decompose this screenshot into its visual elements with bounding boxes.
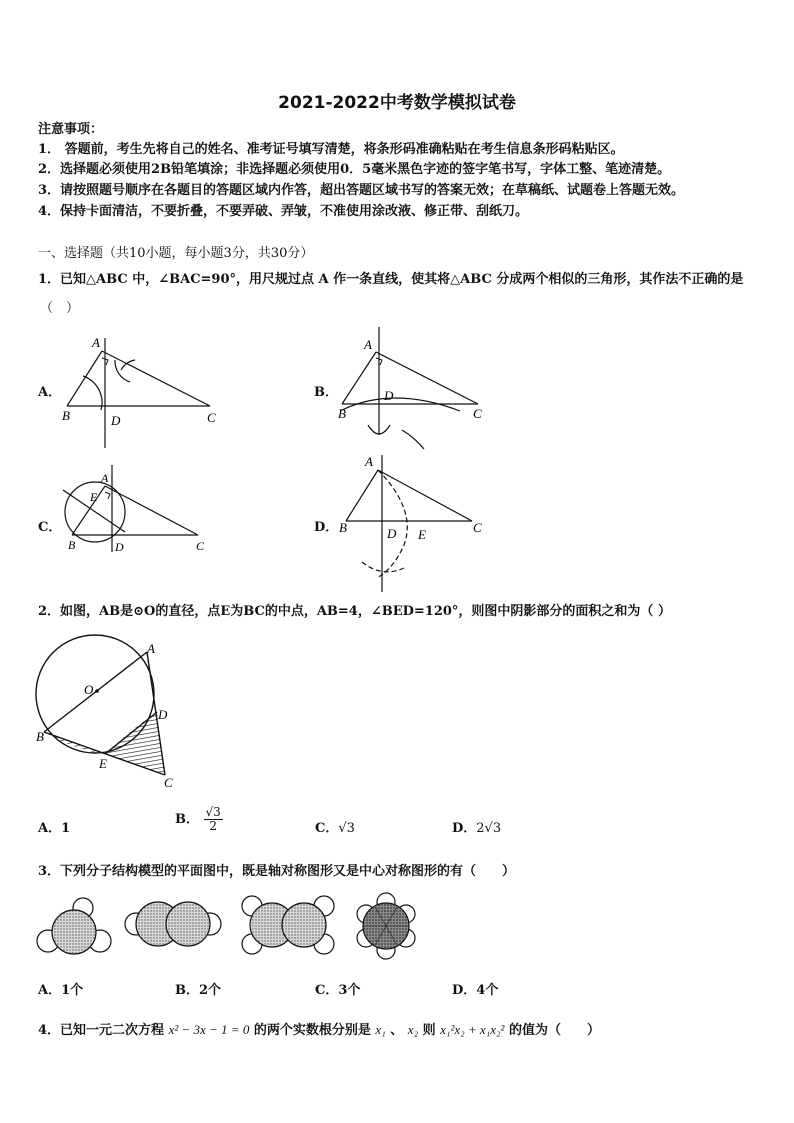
notice-item-2: 2．选择题必须使用2B铅笔填涂；非选择题必须使用0．5毫米黑色字迹的签字笔书写，字体工整、笔迹清楚。	[38, 162, 671, 177]
q1d-label-a: A	[365, 454, 373, 469]
q1c-label-b: B	[68, 538, 76, 552]
q1-paren: （ ）	[40, 301, 80, 316]
q1c-label-c: C	[196, 539, 205, 553]
q1-option-d-label: D．	[314, 520, 339, 535]
q3-molecule-figures	[36, 886, 430, 964]
q2-option-b-numerator: √3	[205, 805, 221, 819]
q2-option-c: C．√3	[315, 821, 355, 836]
q1d-label-b: B	[339, 520, 347, 535]
molecule-3	[242, 896, 334, 954]
q4-root-x2: x₂	[407, 1022, 419, 1037]
q1b-label-d: D	[384, 388, 394, 403]
q1a-label-d: D	[111, 413, 121, 428]
q2-figure	[30, 632, 190, 792]
q1-option-b-label: B．	[314, 385, 338, 400]
q2-label-d: D	[158, 707, 168, 722]
q2-option-b-denominator: 2	[209, 819, 217, 833]
q2-option-a: A．1	[38, 821, 71, 836]
molecule-4	[357, 893, 415, 959]
q1-figure-c	[55, 462, 225, 557]
q4-prefix: 4．已知一元二次方程	[38, 1023, 165, 1038]
q3-text: 3．下列分子结构模型的平面图中，既是轴对称图形又是中心对称图形的有（ ）	[38, 864, 516, 879]
section-heading: 一、选择题（共10小题，每小题3分，共30分）	[38, 246, 314, 261]
q2-option-d: D．2√3	[452, 821, 502, 836]
q1-option-c-label: C．	[38, 520, 62, 535]
q3-option-a: A．1个	[38, 983, 84, 998]
q2-option-b: B． $\frac{√3}{2}$	[175, 805, 221, 833]
q1c-label-d: D	[115, 540, 124, 554]
q4-suffix: 的值为（ ）	[508, 1023, 600, 1038]
q4-mid2: 则	[422, 1023, 436, 1038]
q3-option-b: B．2个	[175, 983, 222, 998]
q4-sep: 、	[390, 1023, 404, 1038]
q4-root-x1: x₁	[375, 1022, 386, 1037]
q1d-label-d: D	[387, 526, 397, 541]
notice-heading: 注意事项：	[38, 122, 104, 137]
q2-label-b: B	[36, 729, 44, 744]
q4-mid1: 的两个实数根分别是	[253, 1023, 371, 1038]
molecule-1	[37, 898, 111, 954]
q3-option-d: D．4个	[452, 983, 499, 998]
q2-label-a: A	[147, 641, 155, 656]
q2-text: 2．如图，AB是⊙O的直径，点E为BC的中点，AB=4，∠BED=120°，则图中阴影部分的面积之和为（ ）	[38, 604, 671, 619]
q1-figure-a	[55, 330, 225, 450]
q4-expression: x₁²x₂ + x₁x₂²	[440, 1022, 505, 1037]
q1b-label-c: C	[473, 406, 482, 421]
q1d-label-e: E	[418, 527, 426, 542]
q3-option-c: C．3个	[315, 983, 361, 998]
molecule-2	[125, 902, 221, 946]
q1a-label-c: C	[207, 410, 216, 425]
q2-label-c: C	[164, 775, 173, 790]
q1c-label-e: E	[90, 490, 98, 504]
q1-option-a-label: A．	[38, 385, 62, 400]
q1-text: 1．已知△ABC 中，∠BAC=90°，用尺规过点 A 作一条直线，使其将△ABC 分成两个相似的三角形，其作法不正确的是	[38, 272, 744, 287]
notice-item-3: 3．请按照题号顺序在各题目的答题区域内作答，超出答题区域书写的答案无效；在草稿纸、试题卷上答题无效。	[38, 183, 685, 198]
q4-text	[38, 1020, 600, 1041]
q1b-label-b: B	[338, 406, 346, 421]
q1-figure-b	[332, 325, 502, 455]
notice-item-1: 1． 答题前，考生先将自己的姓名、准考证号填写清楚，将条形码准确粘贴在考生信息条形码粘贴区。	[38, 142, 624, 157]
q1-figure-d	[332, 450, 502, 595]
q2-label-o: O	[84, 682, 94, 697]
notice-item-4: 4．保持卡面清洁，不要折叠，不要弄破、弄皱，不准使用涂改液、修正带、刮纸刀。	[38, 204, 529, 219]
q1d-label-c: C	[473, 520, 482, 535]
q1b-label-a: A	[364, 337, 372, 352]
q1a-label-b: B	[62, 408, 70, 423]
q1c-label-a: A	[101, 471, 109, 485]
q4-equation: x² − 3x − 1 = 0	[168, 1022, 250, 1037]
q1a-label-a: A	[92, 335, 100, 350]
q2-label-e: E	[99, 756, 107, 771]
page-title: 2021-2022中考数学模拟试卷	[278, 93, 516, 113]
